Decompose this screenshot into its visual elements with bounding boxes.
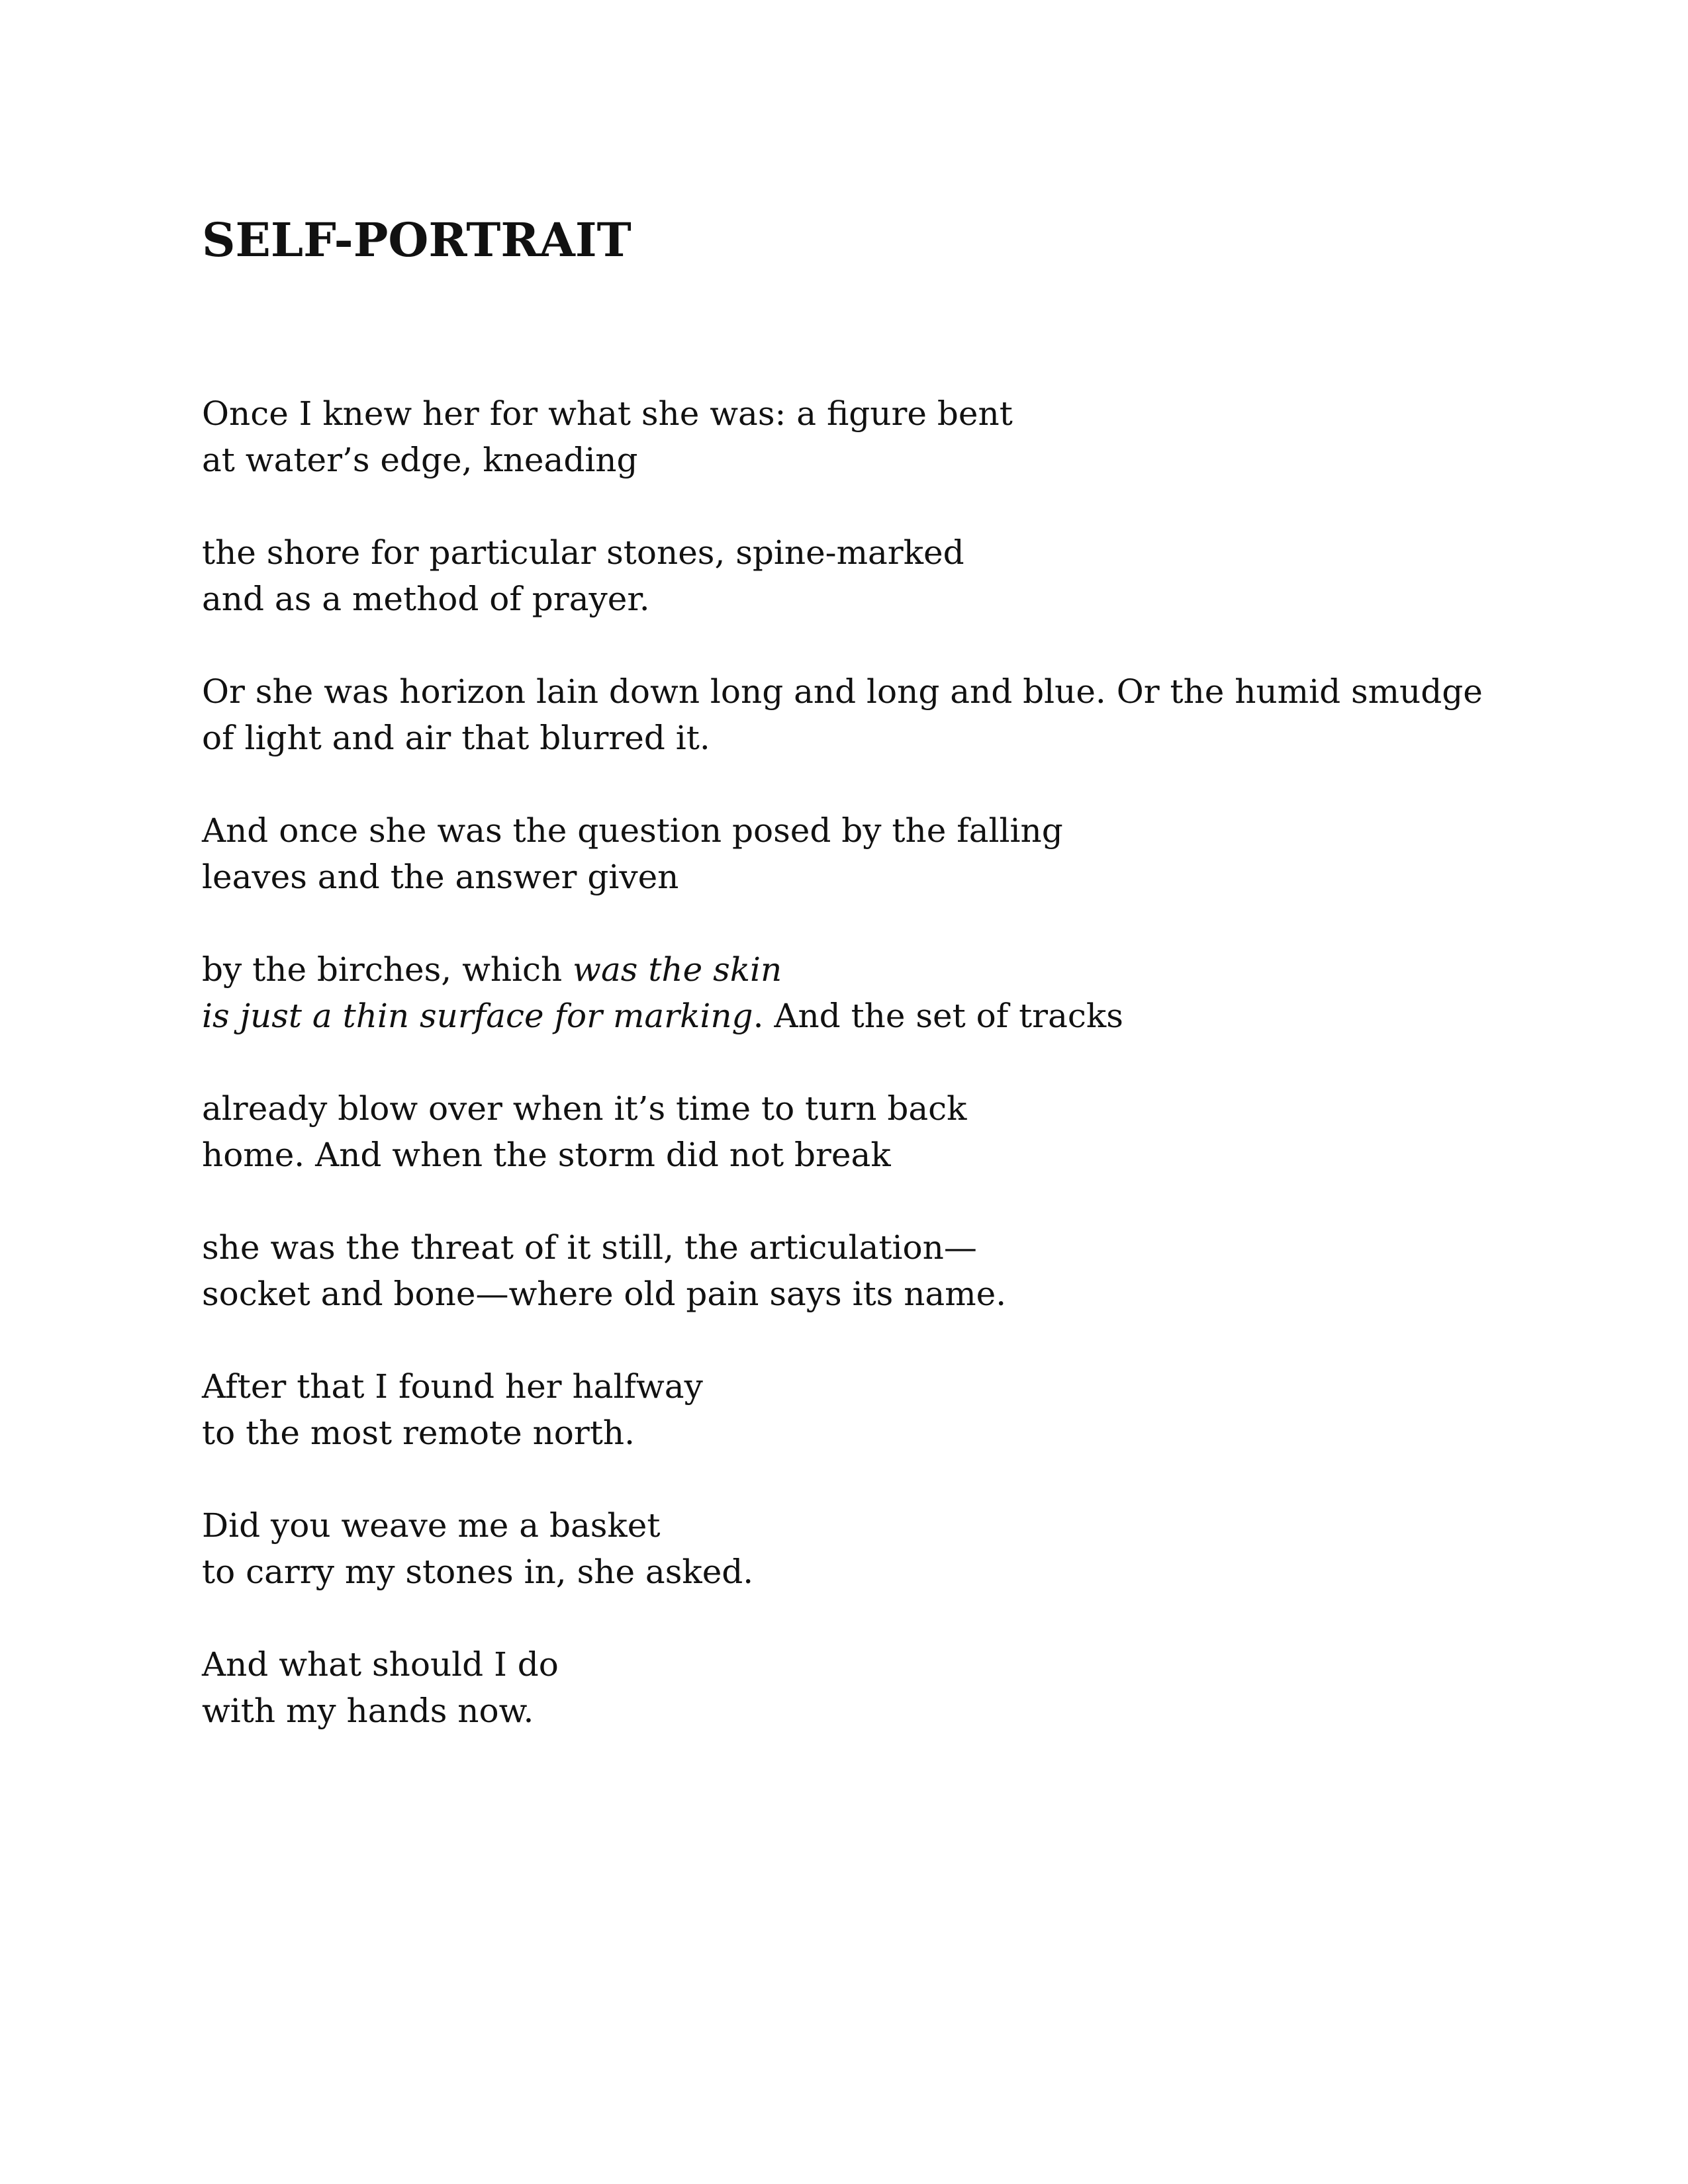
stanza-9 [202, 1502, 1526, 1595]
poem-line: to carry my stones in, she asked. [202, 1553, 754, 1591]
poem-line: And once she was the question posed by the falling [202, 811, 1063, 850]
stanza-1 [202, 390, 1526, 483]
poem-line: After that I found her halfway [202, 1367, 703, 1406]
poem-line: home. And when the storm did not break [202, 1136, 891, 1174]
stanza-6 [202, 1085, 1526, 1178]
poem-line: she was the threat of it still, the articulation— [202, 1228, 977, 1267]
poem-line: leaves and the answer given [202, 858, 679, 896]
poem-line: already blow over when it’s time to turn back [202, 1089, 967, 1128]
stanza-5 [202, 946, 1526, 1039]
poem-line: and as a method of prayer. [202, 580, 650, 618]
poem-text-plain: by the birches, which [202, 950, 573, 989]
poem-text-italic: was the skin [573, 950, 782, 989]
stanza-2 [202, 529, 1526, 622]
poem-text-italic: is just a thin surface for marking [202, 997, 753, 1035]
poem-line: of light and air that blurred it. [202, 719, 710, 757]
poem-line: Or she was horizon lain down long and long and blue. Or the humid smudge [202, 672, 1483, 711]
poem-text-plain: . And the set of tracks [753, 997, 1123, 1035]
stanza-4 [202, 807, 1526, 900]
poem-line: socket and bone—where old pain says its name. [202, 1275, 1007, 1313]
stanza-10 [202, 1641, 1526, 1734]
stanza-8 [202, 1363, 1526, 1456]
poem-title: SELF-PORTRAIT [202, 212, 632, 267]
poem-line: Once I knew her for what she was: a figure bent [202, 394, 1013, 433]
poem-body [202, 390, 1526, 1780]
poem-line: the shore for particular stones, spine-marked [202, 533, 964, 572]
poem-line: with my hands now. [202, 1692, 534, 1730]
stanza-7 [202, 1224, 1526, 1317]
stanza-3 [202, 668, 1526, 761]
poem-line: to the most remote north. [202, 1414, 635, 1452]
poem-line [202, 946, 1526, 993]
poem-line: Did you weave me a basket [202, 1506, 661, 1545]
poem-line: And what should I do [202, 1645, 559, 1684]
poem-line [202, 993, 1526, 1039]
poem-line: at water’s edge, kneading [202, 441, 638, 479]
